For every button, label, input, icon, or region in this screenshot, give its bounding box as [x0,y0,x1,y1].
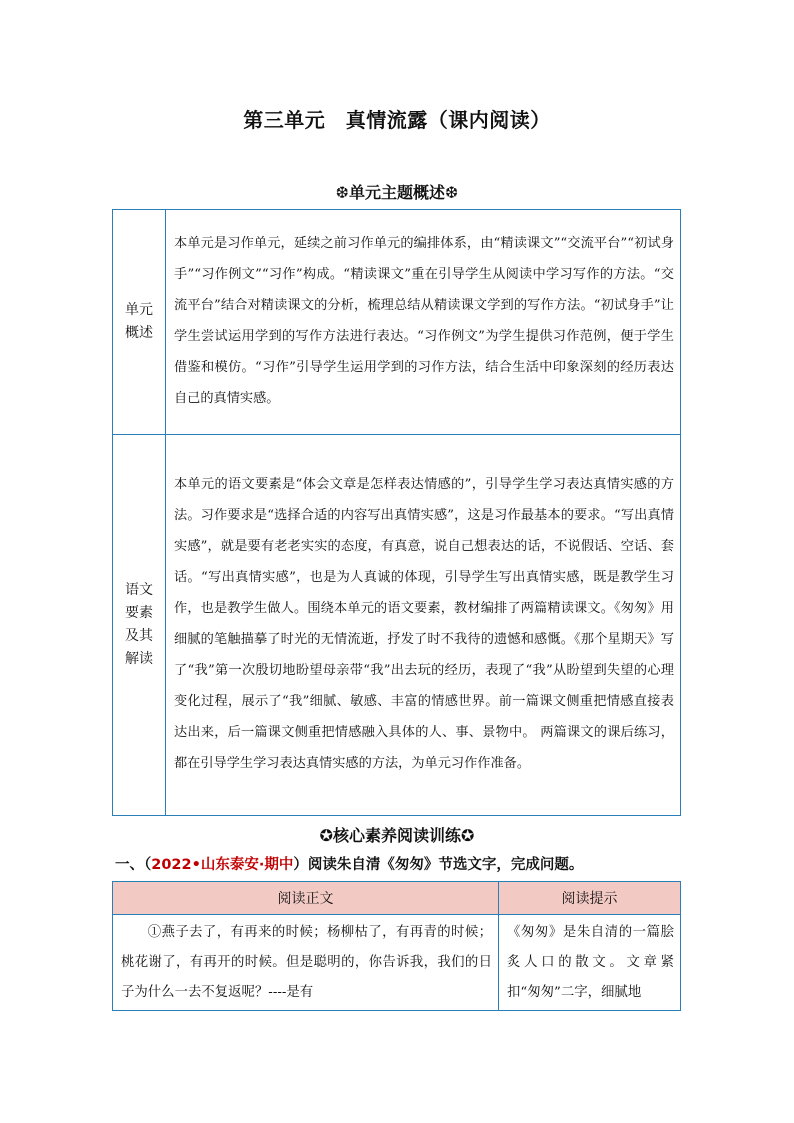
header-hint: 阅读提示 [499,882,681,915]
header-main-text: 阅读正文 [113,882,499,915]
unit-overview-table [112,209,681,816]
question-prompt: 一、（2022•山东泰安·期中）阅读朱自清《匆匆》节选文字，完成问题。 [115,857,584,873]
page-title: 第三单元 真情流露（课内阅读） [243,108,551,132]
reading-hint-text: 《匆匆》是朱自清的一篇脍炙人口的散文。文章紧扣“匆匆”二字，细腻地 [499,915,681,1011]
question-source: 2022•山东泰安·期中 [151,857,294,873]
table-row [113,435,681,816]
reading-table-header [113,882,681,915]
row-content-elements: 本单元的语文要素是“体会文章是怎样表达情感的”，引导学生学习表达真情实感的方法。习作要求是“选择合适的内容写出真情实感”，这是习作最基本的要求。“写出真情实感”，就是要有老老实实的态度，有真意，说自己想表达的话，不说假话、空话、套话。“写出真情实感”，也是为人真诚的体现，引导学生写出真情实感，既是教学生习作，也是教学生做人。围绕本单元的语文要素，教材编排了两篇精读课文。《匆匆》用细腻的笔触描摹了时光的无情流逝，抒发了时不我待的遗憾和感慨。《那个星期天》写了“我”第一次殷切地盼望母亲带“我”出去玩的经历，表现了“我”从盼望到失望的心理变化过程，展示了“我”细腻、敏感、丰富的情感世界。前一篇课文侧重把情感直接表达出来，后一篇课文侧重把情感融入具体的人、事、景物中。 两篇课文的课后练习，都在引导学生学习表达真情实感的方法，为单元习作作准备。 [166,435,681,816]
row-label-overview: 单元 概述 [113,210,166,435]
reading-heading: ✪核心素养阅读训练✪ [319,826,475,845]
overview-heading: ❆单元主题概述❆ [335,183,459,202]
row-label-elements: 语文 要素 及其 解读 [113,435,166,816]
reading-main-text: ①燕子去了，有再来的时候；杨柳枯了，有再青的时候；桃花谢了，有再开的时候。但是聪明的，你告诉我，我们的日子为什么一去不复返呢？----是有 [113,915,499,1011]
reading-table [112,881,681,1011]
table-row [113,210,681,435]
row-content-overview: 本单元是习作单元，延续之前习作单元的编排体系，由“精读课文”“交流平台”“初试身手”“习作例文”“习作”构成。“精读课文”重在引导学生从阅读中学习写作的方法。“交流平台”结合对精读课文的分析，梳理总结从精读课文学到的写作方法。“初试身手”让学生尝试运用学到的写作方法进行表达。“习作例文”为学生提供习作范例，便于学生借鉴和模仿。“习作”引导学生运用学到的习作方法，结合生活中印象深刻的经历表达自己的真情实感。 [166,210,681,435]
table-row [113,915,681,1011]
